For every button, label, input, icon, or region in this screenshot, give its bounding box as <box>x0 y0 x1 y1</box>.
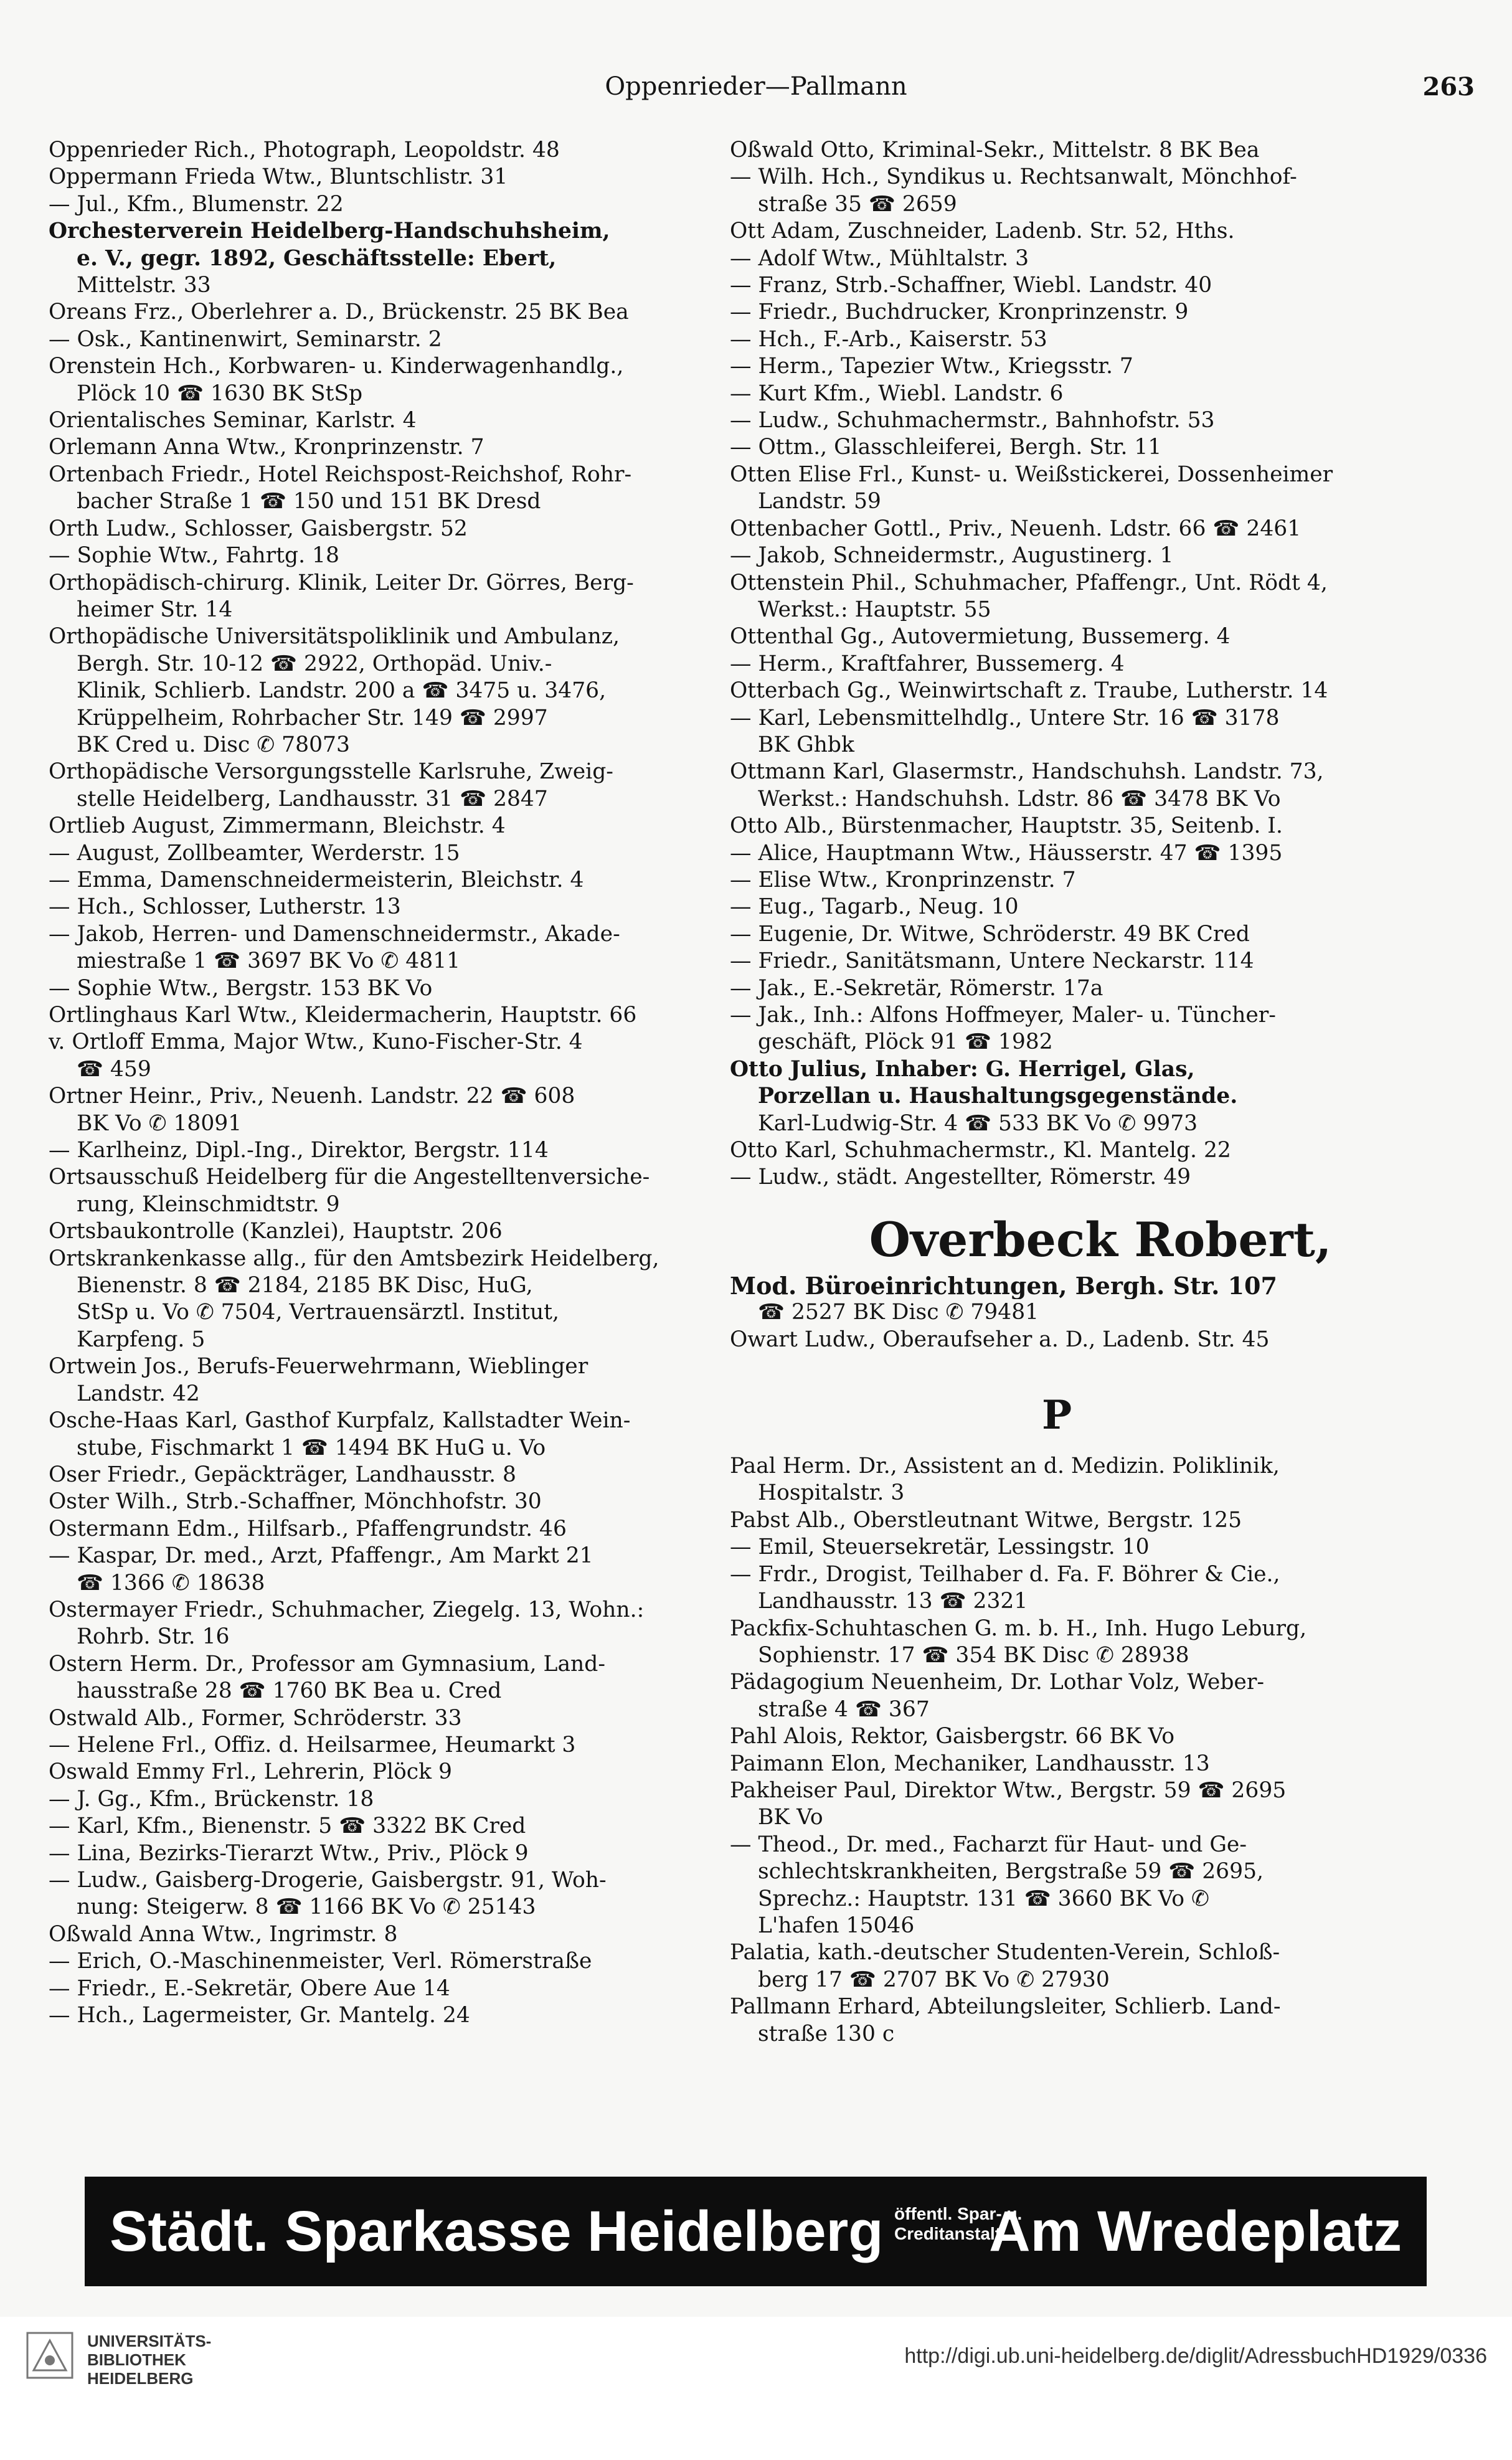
library-footer <box>0 2317 1512 2460</box>
directory-entry-line: Ottenthal Gg., Autovermietung, Bussemerg. 4 <box>730 624 1231 650</box>
directory-entry-line: Oßwald Otto, Kriminal-Sekr., Mittelstr. 8 BK Bea <box>730 138 1260 163</box>
directory-entry-line: Ottmann Karl, Glasermstr., Handschuhsh. Landstr. 73, <box>730 759 1324 785</box>
library-name-line-2: BIBLIOTHEK <box>87 2350 186 2369</box>
sparkasse-advertisement <box>85 2177 1427 2286</box>
directory-entry-line: — Jul., Kfm., Blumenstr. 22 <box>49 191 344 217</box>
directory-entry-line: Otto Karl, Schuhmachermstr., Kl. Mantelg. 22 <box>730 1138 1231 1163</box>
ad-small-line-2: Creditanstalt <box>894 2224 1001 2243</box>
directory-entry-line: BK Vo ✆ 18091 <box>77 1110 242 1136</box>
directory-entry-line: BK Cred u. Disc ✆ 78073 <box>77 732 350 757</box>
directory-entry-line: v. Ortloff Emma, Major Wtw., Kuno-Fischer-Str. 4 <box>49 1029 583 1055</box>
directory-entry-line: Pakheiser Paul, Direktor Wtw., Bergstr. 59 ☎ 2695 <box>730 1777 1287 1803</box>
directory-entry-line: — Eugenie, Dr. Witwe, Schröderstr. 49 BK Cred <box>730 921 1250 947</box>
overbeck-advert-line: Mod. Büroeinrichtungen, Bergh. Str. 107 <box>730 1272 1277 1300</box>
directory-entry-line: Packfix-Schuhtaschen G. m. b. H., Inh. Hugo Leburg, <box>730 1616 1307 1641</box>
directory-entry-line: — Karlheinz, Dipl.-Ing., Direktor, Bergstr. 114 <box>49 1138 549 1163</box>
directory-entry-line: — Herm., Tapezier Wtw., Kriegsstr. 7 <box>730 354 1133 379</box>
directory-entry-line: stelle Heidelberg, Landhausstr. 31 ☎ 2847 <box>77 786 548 811</box>
left-column <box>49 137 702 2029</box>
directory-entry-line: Ottenstein Phil., Schuhmacher, Pfaffengr., Unt. Rödt 4, <box>730 570 1328 595</box>
directory-entry-line: — August, Zollbeamter, Werderstr. 15 <box>49 840 460 866</box>
directory-entry-line: — Adolf Wtw., Mühltalstr. 3 <box>730 245 1029 271</box>
directory-entry-line: miestraße 1 ☎ 3697 BK Vo ✆ 4811 <box>77 949 461 974</box>
directory-entry-line: Oreans Frz., Oberlehrer a. D., Brückenstr. 25 BK Bea <box>49 300 629 325</box>
directory-entry-line: — Jak., E.-Sekretär, Römerstr. 17a <box>730 975 1103 1001</box>
directory-entry-line: — Ottm., Glasschleiferei, Bergh. Str. 11 <box>730 435 1162 460</box>
owart-entry: Owart Ludw., Oberaufseher a. D., Ladenb. Str. 45 <box>730 1327 1270 1352</box>
directory-entry-line: Hospitalstr. 3 <box>758 1480 905 1506</box>
ad-left-text: Städt. Sparkasse Heidelberg <box>110 2200 884 2263</box>
directory-entry-line: heimer Str. 14 <box>77 597 233 622</box>
directory-entry-line: Pallmann Erhard, Abteilungsleiter, Schlierb. Land- <box>730 1994 1281 2020</box>
directory-entry-line: rung, Kleinschmidtstr. 9 <box>77 1191 340 1217</box>
library-name <box>87 2332 211 2388</box>
directory-entry-line: Ortskrankenkasse allg., für den Amtsbezirk Heidelberg, <box>49 1246 659 1271</box>
directory-entry-line: — Sophie Wtw., Bergstr. 153 BK Vo <box>49 975 433 1001</box>
directory-entry-line: Karpfeng. 5 <box>77 1327 206 1352</box>
directory-entry-line: Landhausstr. 13 ☎ 2321 <box>758 1589 1028 1614</box>
directory-entry-line: straße 35 ☎ 2659 <box>758 191 957 217</box>
directory-entry-line: — J. Gg., Kfm., Brückenstr. 18 <box>49 1786 374 1812</box>
directory-entry-line: Oßwald Anna Wtw., Ingrimstr. 8 <box>49 1921 398 1947</box>
directory-entry-line: Orthopädische Universitätspoliklinik und Ambulanz, <box>49 624 620 650</box>
directory-entry-line: Pädagogium Neuenheim, Dr. Lothar Volz, Weber- <box>730 1670 1265 1695</box>
right-column-entries-p <box>730 1453 1384 2048</box>
directory-entry-line: Sprechz.: Hauptstr. 131 ☎ 3660 BK Vo ✆ <box>758 1886 1209 1911</box>
directory-entry-line: — Wilh. Hch., Syndikus u. Rechtsanwalt, Mönchhof- <box>730 164 1297 190</box>
directory-entry-line: e. V., gegr. 1892, Geschäftsstelle: Ebert, <box>77 245 557 271</box>
directory-entry-line: Ortsbaukontrolle (Kanzlei), Hauptstr. 206 <box>49 1219 503 1244</box>
directory-entry-line: straße 4 ☎ 367 <box>758 1696 930 1722</box>
directory-entry-line: nung: Steigerw. 8 ☎ 1166 BK Vo ✆ 25143 <box>77 1895 536 1920</box>
directory-entry-line: — Ludw., Gaisberg-Drogerie, Gaisbergstr. 91, Woh- <box>49 1868 607 1893</box>
directory-entry-line: Bergh. Str. 10-12 ☎ 2922, Orthopäd. Univ.- <box>77 651 552 676</box>
directory-entry-line: Landstr. 42 <box>77 1381 200 1406</box>
directory-entry-line: — Jakob, Schneidermstr., Augustinerg. 1 <box>730 543 1174 569</box>
directory-entry-line: — Elise Wtw., Kronprinzenstr. 7 <box>730 867 1076 892</box>
letter-heading-p: P <box>1041 1392 1072 1439</box>
directory-entry-line: Orchesterverein Heidelberg-Handschuhsheim, <box>49 219 610 244</box>
directory-entry-line: Ostermayer Friedr., Schuhmacher, Ziegelg. 13, Wohn.: <box>49 1597 645 1622</box>
directory-entry-line: BK Ghbk <box>758 732 854 757</box>
directory-entry-line: Karl-Ludwig-Str. 4 ☎ 533 BK Vo ✆ 9973 <box>758 1110 1198 1136</box>
directory-entry-line: Rohrb. Str. 16 <box>77 1624 230 1650</box>
directory-entry-line: Ortlinghaus Karl Wtw., Kleidermacherin, Hauptstr. 66 <box>49 1003 637 1028</box>
directory-entry-line: bacher Straße 1 ☎ 150 und 151 BK Dresd <box>77 489 541 514</box>
directory-entry-line: — Herm., Kraftfahrer, Bussemerg. 4 <box>730 651 1125 676</box>
directory-entry-line: Pabst Alb., Oberstleutnant Witwe, Bergstr. 125 <box>730 1507 1242 1533</box>
directory-entry-line: BK Vo <box>758 1805 823 1830</box>
library-logo-icon <box>25 2330 75 2380</box>
directory-entry-line: — Theod., Dr. med., Facharzt für Haut- und Ge- <box>730 1832 1247 1857</box>
directory-entry-line: — Ludw., städt. Angestellter, Römerstr. 49 <box>730 1165 1191 1190</box>
directory-entry-line: — Ludw., Schuhmachermstr., Bahnhofstr. 53 <box>730 408 1215 433</box>
directory-entry-line: ☎ 459 <box>77 1056 151 1082</box>
directory-entry-line: — Hch., Schlosser, Lutherstr. 13 <box>49 894 401 920</box>
directory-entry-line: Oser Friedr., Gepäckträger, Landhausstr. 8 <box>49 1462 516 1487</box>
running-title: Oppenrieder—Pallmann <box>605 72 907 101</box>
directory-entry-line: Paimann Elon, Mechaniker, Landhausstr. 13 <box>730 1751 1210 1776</box>
source-url[interactable]: http://digi.ub.uni-heidelberg.de/diglit/AdressbuchHD1929/0336 <box>904 2344 1487 2368</box>
directory-entry-line: Porzellan u. Haushaltungsgegenstände. <box>758 1084 1238 1109</box>
directory-entry-line: — Sophie Wtw., Fahrtg. 18 <box>49 543 339 569</box>
directory-entry-line: Orthopädische Versorgungsstelle Karlsruhe, Zweig- <box>49 759 613 785</box>
directory-entry-line: Sophienstr. 17 ☎ 354 BK Disc ✆ 28938 <box>758 1642 1189 1668</box>
directory-entry-line: — Alice, Hauptmann Wtw., Häusserstr. 47 ☎ 1395 <box>730 840 1283 866</box>
directory-entry-line: schlechtskrankheiten, Bergstraße 59 ☎ 2695, <box>758 1859 1264 1885</box>
directory-entry-line: — Karl, Kfm., Bienenstr. 5 ☎ 3322 BK Cred <box>49 1814 526 1839</box>
directory-entry-line: Orth Ludw., Schlosser, Gaisbergstr. 52 <box>49 516 468 541</box>
directory-entry-line: Werkst.: Handschuhsh. Ldstr. 86 ☎ 3478 BK Vo <box>758 786 1281 811</box>
directory-entry-line: hausstraße 28 ☎ 1760 BK Bea u. Cred <box>77 1678 502 1704</box>
directory-entry-line: — Kaspar, Dr. med., Arzt, Pfaffengr., Am Markt 21 <box>49 1543 593 1569</box>
directory-entry-line: L'hafen 15046 <box>758 1913 915 1938</box>
directory-entry-line: Palatia, kath.-deutscher Studenten-Verein, Schloß- <box>730 1940 1280 1966</box>
directory-entry-line: Ortner Heinr., Priv., Neuenh. Landstr. 22 ☎ 608 <box>49 1084 575 1109</box>
directory-entry-line: Landstr. 59 <box>758 489 881 514</box>
directory-entry-line: — Hch., F.-Arb., Kaiserstr. 53 <box>730 326 1047 352</box>
directory-entry-line: ☎ 1366 ✆ 18638 <box>77 1570 265 1596</box>
right-column-entries-o <box>730 137 1384 1191</box>
directory-entry-line: — Emma, Damenschneidermeisterin, Bleichstr. 4 <box>49 867 584 892</box>
directory-entry-line: straße 130 c <box>758 2021 895 2046</box>
directory-entry-line: Orthopädisch-chirurg. Klinik, Leiter Dr. Görres, Berg- <box>49 570 634 595</box>
directory-entry-line: StSp u. Vo ✆ 7504, Vertrauensärztl. Institut, <box>77 1300 560 1325</box>
directory-entry-line: — Emil, Steuersekretär, Lessingstr. 10 <box>730 1535 1150 1560</box>
directory-entry-line: Ott Adam, Zuschneider, Ladenb. Str. 52, Hths. <box>730 219 1235 244</box>
directory-entry-line: Oswald Emmy Frl., Lehrerin, Plöck 9 <box>49 1759 452 1785</box>
directory-entry-line: Ortwein Jos., Berufs-Feuerwehrmann, Wieblinger <box>49 1354 588 1379</box>
directory-entry-line: — Franz, Strb.-Schaffner, Wiebl. Landstr. 40 <box>730 273 1212 298</box>
overbeck-advert-phone: ☎ 2527 BK Disc ✆ 79481 <box>758 1300 1039 1325</box>
directory-entry-line: Orientalisches Seminar, Karlstr. 4 <box>49 408 417 433</box>
directory-entry-line: geschäft, Plöck 91 ☎ 1982 <box>758 1029 1053 1055</box>
directory-entry-line: Otto Alb., Bürstenmacher, Hauptstr. 35, Seitenb. I. <box>730 813 1283 839</box>
directory-entry-line: — Hch., Lagermeister, Gr. Mantelg. 24 <box>49 2003 470 2028</box>
directory-entry-line: — Friedr., Buchdrucker, Kronprinzenstr. 9 <box>730 300 1189 325</box>
directory-entry-line: Pahl Alois, Rektor, Gaisbergstr. 66 BK Vo <box>730 1724 1175 1749</box>
directory-entry-line: Ortlieb August, Zimmermann, Bleichstr. 4 <box>49 813 506 839</box>
directory-entry-line: Otto Julius, Inhaber: G. Herrigel, Glas, <box>730 1056 1195 1082</box>
directory-entry-line: Werkst.: Hauptstr. 55 <box>758 597 991 622</box>
directory-entry-line: — Friedr., Sanitätsmann, Untere Neckarstr. 114 <box>730 949 1254 974</box>
directory-entry-line: Orenstein Hch., Korbwaren- u. Kinderwagenhandlg., <box>49 354 624 379</box>
directory-entry-line: Ortsausschuß Heidelberg für die Angestelltenversiche- <box>49 1165 650 1190</box>
directory-entry-line: Orlemann Anna Wtw., Kronprinzenstr. 7 <box>49 435 484 460</box>
directory-entry-line: Oster Wilh., Strb.-Schaffner, Mönchhofstr. 30 <box>49 1489 542 1515</box>
overbeck-advert-name: Overbeck Robert, <box>869 1211 1332 1267</box>
directory-entry-line: Bienenstr. 8 ☎ 2184, 2185 BK Disc, HuG, <box>77 1273 533 1299</box>
directory-entry-line: Otterbach Gg., Weinwirtschaft z. Traube, Lutherstr. 14 <box>730 678 1328 704</box>
directory-entry-line: — Erich, O.-Maschinenmeister, Verl. Römerstraße <box>49 1949 592 1974</box>
directory-entry-line: Paal Herm. Dr., Assistent an d. Medizin. Poliklinik, <box>730 1454 1280 1479</box>
directory-entry-line: — Jak., Inh.: Alfons Hoffmeyer, Maler- u. Tüncher- <box>730 1003 1276 1028</box>
directory-entry-line: Plöck 10 ☎ 1630 BK StSp <box>77 381 363 406</box>
directory-entry-line: Osche-Haas Karl, Gasthof Kurpfalz, Kallstadter Wein- <box>49 1408 631 1434</box>
directory-entry-line: Ostermann Edm., Hilfsarb., Pfaffengrundstr. 46 <box>49 1516 567 1541</box>
page-number: 263 <box>1422 72 1475 102</box>
page-header <box>37 70 1475 107</box>
directory-entry-line: berg 17 ☎ 2707 BK Vo ✆ 27930 <box>758 1967 1110 1992</box>
directory-entry-line: Mittelstr. 33 <box>77 273 211 298</box>
directory-entry-line: — Eug., Tagarb., Neug. 10 <box>730 894 1019 920</box>
right-column <box>730 137 1384 2048</box>
directory-entry-line: Otten Elise Frl., Kunst- u. Weißstickerei, Dossenheimer <box>730 461 1333 487</box>
directory-entry-line: Oppenrieder Rich., Photograph, Leopoldstr. 48 <box>49 138 560 163</box>
library-name-line-3: HEIDELBERG <box>87 2369 194 2388</box>
directory-entry-line: Ortenbach Friedr., Hotel Reichspost-Reichshof, Rohr- <box>49 461 632 487</box>
directory-entry-line: Klinik, Schlierb. Landstr. 200 a ☎ 3475 u. 3476, <box>77 678 607 704</box>
directory-entry-line: Krüppelheim, Rohrbacher Str. 149 ☎ 2997 <box>77 705 548 731</box>
directory-entry-line: stube, Fischmarkt 1 ☎ 1494 BK HuG u. Vo <box>77 1435 546 1460</box>
directory-entry-line: — Helene Frl., Offiz. d. Heilsarmee, Heumarkt 3 <box>49 1732 576 1757</box>
directory-entry-line: — Frdr., Drogist, Teilhaber d. Fa. F. Böhrer & Cie., <box>730 1561 1280 1587</box>
directory-entry-line: — Kurt Kfm., Wiebl. Landstr. 6 <box>730 381 1064 406</box>
directory-entry-line: Ostern Herm. Dr., Professor am Gymnasium, Land- <box>49 1651 606 1677</box>
directory-entry-line: — Jakob, Herren- und Damenschneidermstr., Akade- <box>49 921 620 947</box>
directory-entry-line: — Osk., Kantinenwirt, Seminarstr. 2 <box>49 326 442 352</box>
ad-right-text: Am Wredeplatz <box>989 2200 1402 2263</box>
directory-entry-line: Ostwald Alb., Former, Schröderstr. 33 <box>49 1705 462 1731</box>
directory-entry-line: Ottenbacher Gottl., Priv., Neuenh. Ldstr. 66 ☎ 2461 <box>730 516 1302 541</box>
directory-entry-line: — Karl, Lebensmittelhdlg., Untere Str. 16 ☎ 3178 <box>730 705 1280 731</box>
directory-entry-line: — Friedr., E.-Sekretär, Obere Aue 14 <box>49 1975 450 2001</box>
library-name-line-1: UNIVERSITÄTS- <box>87 2332 212 2350</box>
directory-entry-line: Oppermann Frieda Wtw., Bluntschlistr. 31 <box>49 164 508 190</box>
ad-small-line-1: öffentl. Spar- u. <box>894 2204 1023 2223</box>
directory-entry-line: — Lina, Bezirks-Tierarzt Wtw., Priv., Plöck 9 <box>49 1840 529 1866</box>
